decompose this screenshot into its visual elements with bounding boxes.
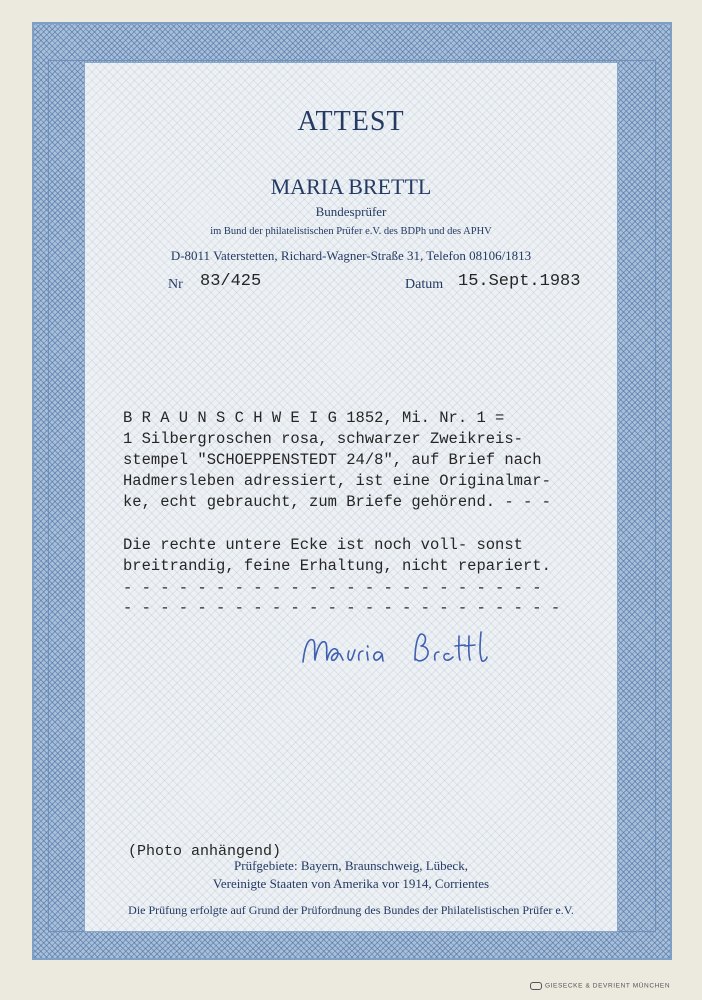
certificate-date: 15.Sept.1983 (458, 272, 581, 291)
testing-areas-line-1: Prüfgebiete: Bayern, Braunschweig, Lübeck, (234, 858, 468, 873)
association-line: im Bund der philatelistischen Prüfer e.V. des BDPh und des APHV (210, 226, 492, 237)
photo-note: (Photo anhängend) (128, 843, 282, 860)
body-line: breitrandig, feine Erhaltung, nicht repariert. (123, 557, 551, 575)
certificate-title: ATTEST (297, 106, 405, 137)
printer-logo-icon (530, 982, 542, 990)
body-line: Hadmersleben adressiert, ist eine Originalmar- (123, 472, 551, 490)
body-line: Die rechte untere Ecke ist noch voll- sonst (123, 536, 523, 554)
certificate-number: 83/425 (200, 272, 262, 291)
legal-notice: Die Prüfung erfolgte auf Grund der Prüfordnung des Bundes der Philatelistischen Prüfer e.V. (128, 903, 574, 917)
address-line: D-8011 Vaterstetten, Richard-Wagner-Straße 31, Telefon 08106/1813 (170, 248, 532, 263)
body-line: stempel "SCHOEPPENSTEDT 24/8", auf Brief nach (123, 451, 542, 469)
dash-line: - - - - - - - - - - - - - - - - - - - - - - - (123, 579, 542, 597)
printer-name: GIESECKE & DEVRIENT MÜNCHEN (545, 982, 671, 990)
handwritten-signature (297, 624, 507, 674)
examiner-name: MARIA BRETTL (270, 174, 432, 199)
body-line: ke, echt gebraucht, zum Briefe gehörend. - - - (123, 493, 551, 511)
date-label: Datum (405, 277, 444, 292)
body-line: 1 Silbergroschen rosa, schwarzer Zweikreis- (123, 430, 523, 448)
number-label: Nr (168, 277, 183, 292)
printer-mark (530, 982, 670, 990)
body-line: B R A U N S C H W E I G 1852, Mi. Nr. 1 = (123, 409, 505, 427)
dash-line: - - - - - - - - - - - - - - - - - - - - - - - - (123, 599, 561, 617)
testing-areas-line-2: Vereinigte Staaten von Amerika vor 1914, Corrientes (212, 876, 490, 891)
examiner-role: Bundesprüfer (315, 204, 387, 219)
